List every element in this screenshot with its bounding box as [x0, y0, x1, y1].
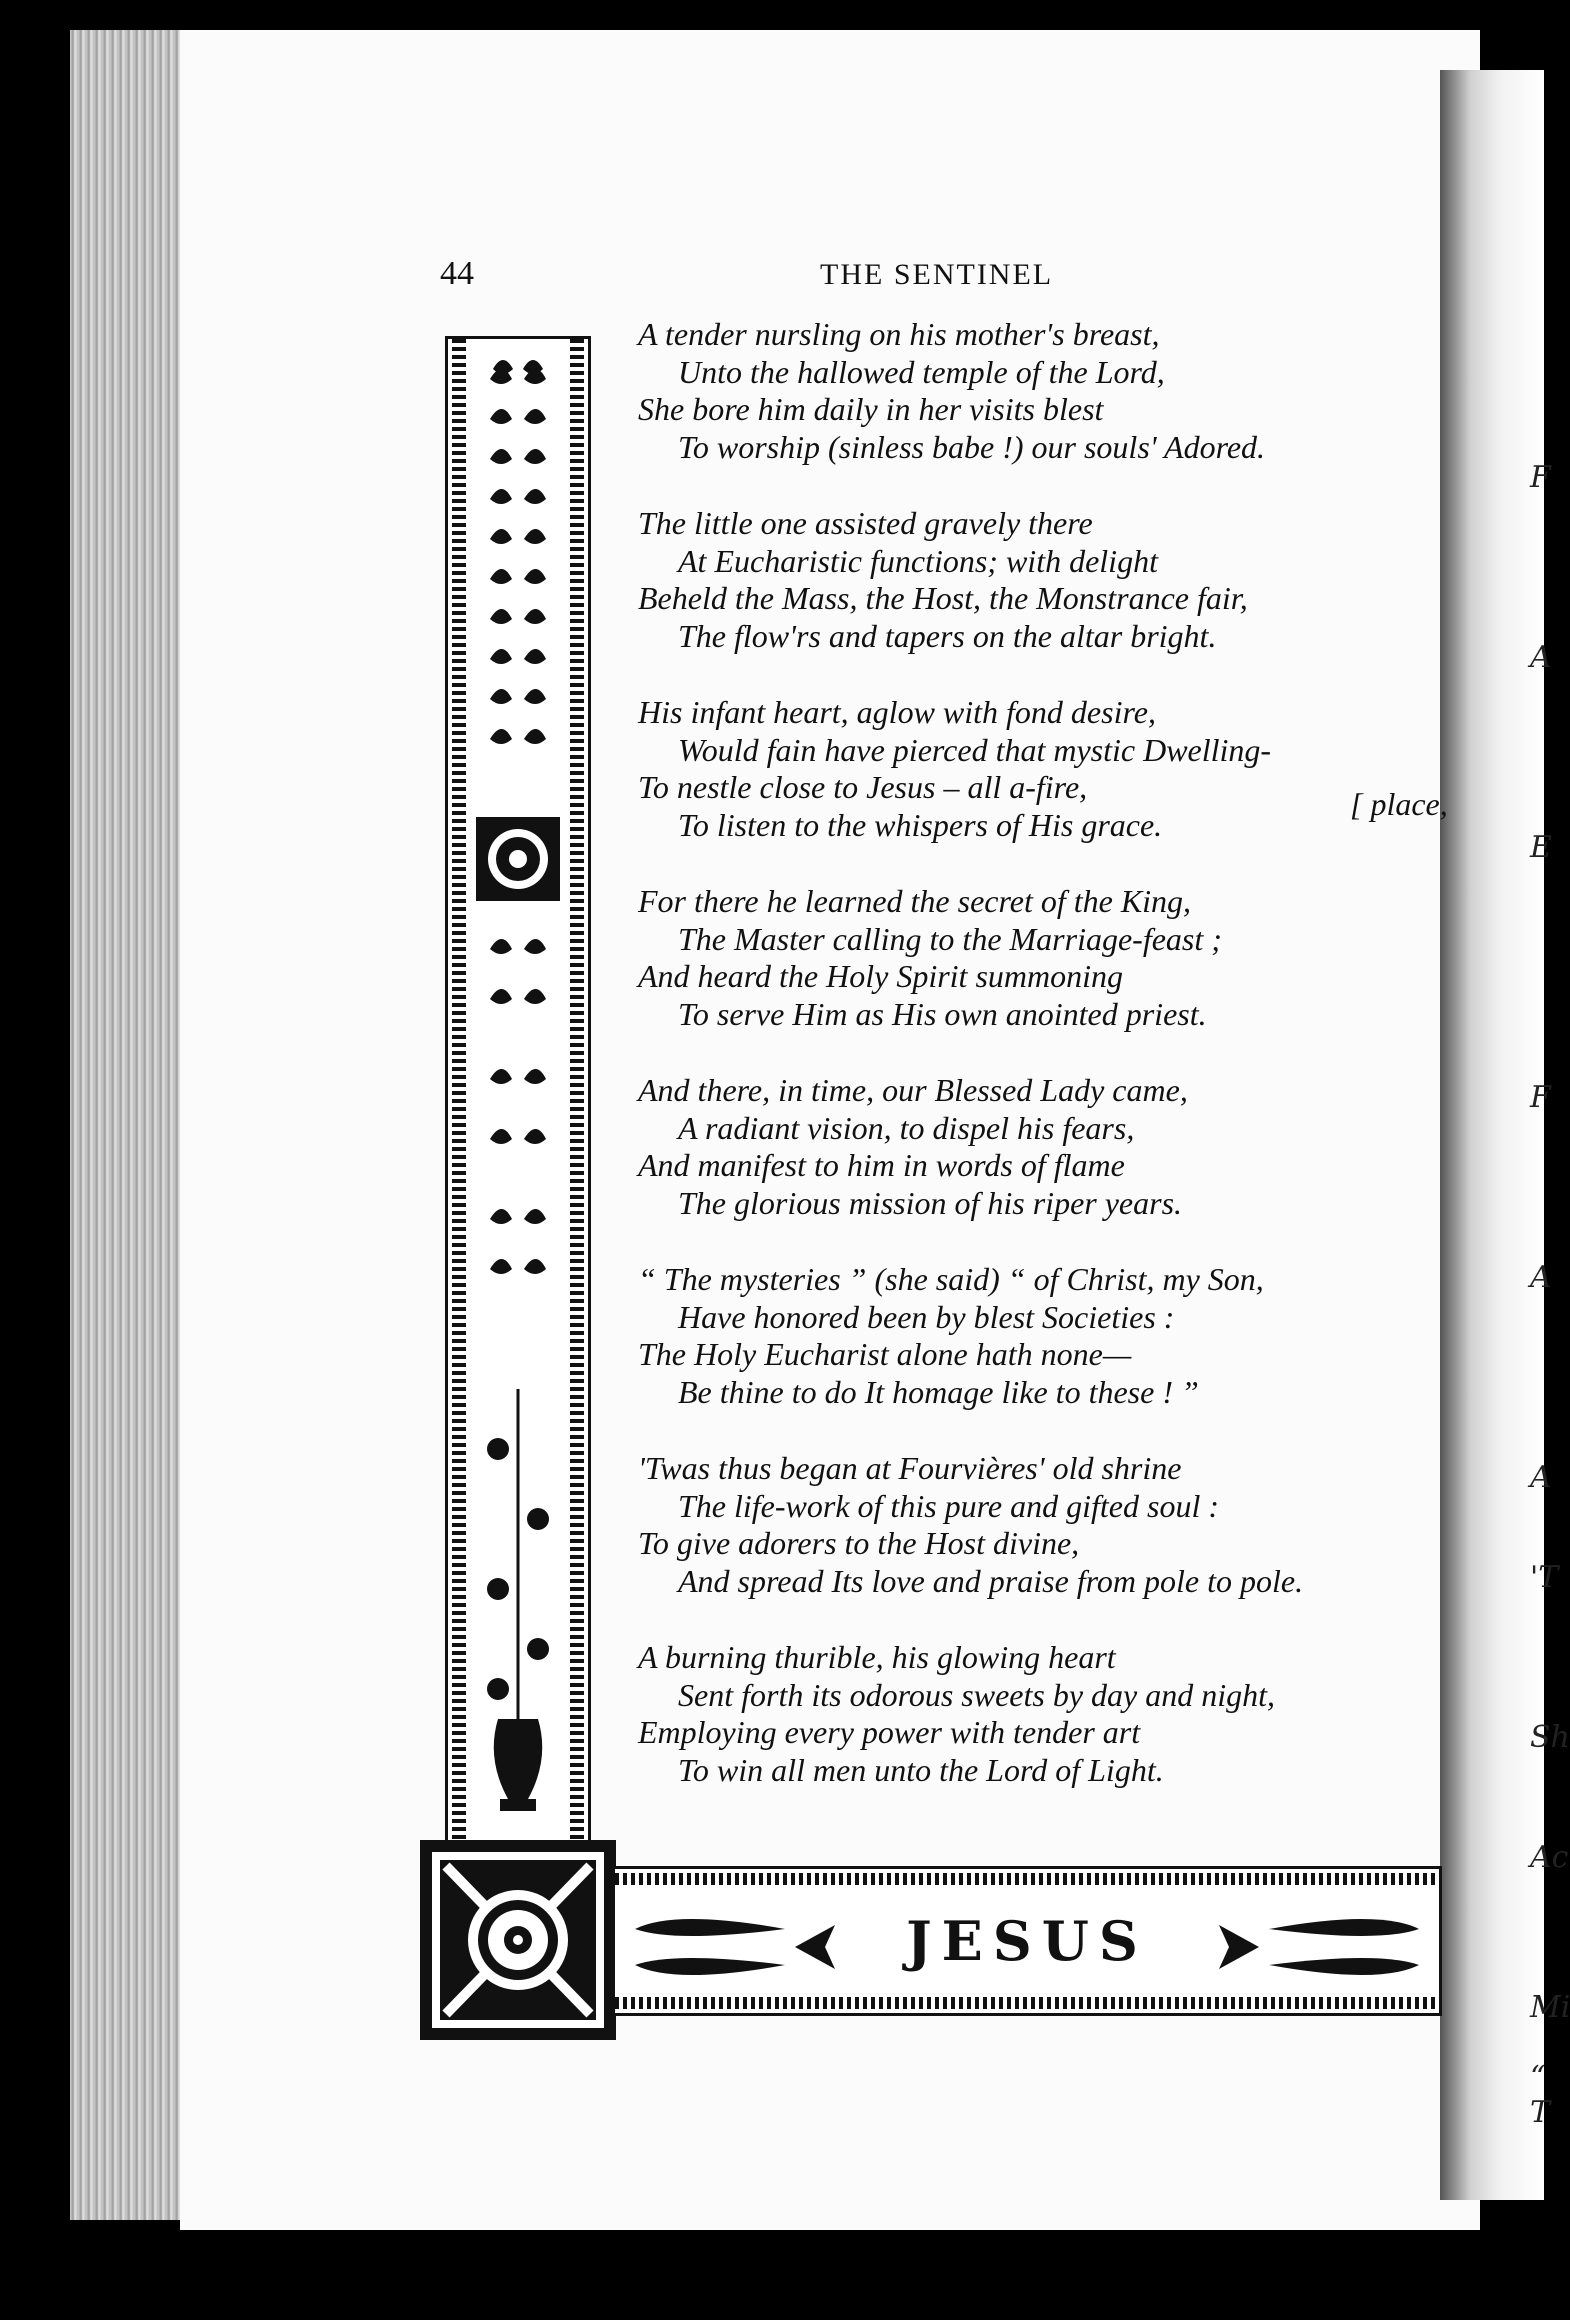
leaf-icon — [490, 939, 512, 954]
page-stack-edges — [70, 30, 190, 2220]
flower-icon — [487, 1578, 509, 1600]
poem-line: Sent forth its odorous sweets by day and night, — [678, 1676, 1276, 1713]
poem-line: And there, in time, our Blessed Lady came, — [638, 1072, 1188, 1108]
poem-line: To nestle close to Jesus – all a-fire, — [638, 769, 1088, 805]
leaf-icon — [490, 569, 512, 584]
leaf-icon — [524, 409, 546, 424]
poem-line: Unto the hallowed temple of the Lord, — [678, 353, 1165, 390]
wheel-medallion-icon — [432, 1852, 604, 2028]
flower-icon — [487, 1438, 509, 1460]
flower-icon — [487, 1678, 509, 1700]
poem-line: At Eucharistic functions; with delight — [678, 542, 1158, 579]
poem-line: Would fain have pierced that mystic Dwelling- — [678, 731, 1272, 768]
leaf-icon — [490, 1069, 512, 1084]
overflow-word: [ place, — [1350, 786, 1448, 822]
leaf-icon — [524, 529, 546, 544]
poem-line: 'Twas thus began at Fourvières' old shrine — [638, 1450, 1182, 1486]
floral-ornament-icon — [468, 339, 568, 1843]
leaf-icon — [524, 649, 546, 664]
poem-line: A radiant vision, to dispel his fears, — [678, 1109, 1135, 1146]
stanza — [638, 1072, 1438, 1222]
poem-line: To give adorers to the Host divine, — [638, 1525, 1080, 1561]
next-page-fragment: F — [1530, 460, 1551, 495]
leaf-icon — [524, 1209, 546, 1224]
leaf-icon — [490, 529, 512, 544]
next-page-fragment: A — [1530, 1460, 1552, 1495]
poem-line: A burning thurible, his glowing heart — [638, 1639, 1116, 1675]
stanza — [638, 505, 1438, 655]
next-page-fragment: 'T — [1530, 1560, 1559, 1595]
stanza — [638, 1450, 1438, 1600]
ornamental-border-column — [445, 336, 591, 1846]
leaf-icon — [490, 489, 512, 504]
leaf-icon — [524, 939, 546, 954]
poem-line: His infant heart, aglow with fond desire, — [638, 694, 1156, 730]
next-page-fragment: “ T — [1530, 2060, 1551, 2130]
leaf-icon — [524, 1129, 546, 1144]
leaf-icon — [524, 489, 546, 504]
leaf-icon — [490, 609, 512, 624]
stanza — [638, 1261, 1438, 1411]
poem-line: Have honored been by blest Societies : — [678, 1298, 1175, 1335]
stanza — [638, 1639, 1438, 1789]
poem-line: The little one assisted gravely there — [638, 505, 1093, 541]
leaf-icon — [524, 1259, 546, 1274]
next-page-edge — [1440, 70, 1570, 2200]
stanza — [638, 883, 1438, 1033]
next-page-fragment: E — [1530, 830, 1552, 865]
stanza — [638, 316, 1438, 466]
flower-icon — [527, 1508, 549, 1530]
banner-text: JESUS — [906, 1909, 1148, 1973]
poem-line: To serve Him as His own anointed priest. — [678, 995, 1207, 1032]
poem-line: And spread Its love and praise from pole to pole. — [678, 1562, 1304, 1599]
running-title: THE SENTINEL — [820, 258, 1054, 291]
leaf-icon — [524, 689, 546, 704]
leaf-icon — [490, 409, 512, 424]
jesus-banner — [612, 1866, 1442, 2016]
poem — [638, 316, 1438, 1828]
next-page-fragment: A — [1530, 1260, 1552, 1295]
poem-line: Beheld the Mass, the Host, the Monstrance fair, — [638, 580, 1248, 616]
poem-line: She bore him daily in her visits blest — [638, 391, 1104, 427]
next-page-fragment: Mi — [1530, 1990, 1570, 2025]
leaf-icon — [490, 1129, 512, 1144]
poem-line: The Holy Eucharist alone hath none— — [638, 1336, 1132, 1372]
leaf-icon — [490, 1259, 512, 1274]
poem-line: The life-work of this pure and gifted soul : — [678, 1487, 1219, 1524]
poem-line: To worship (sinless babe !) our souls' Adored. — [678, 428, 1266, 465]
poem-line: The Master calling to the Marriage-feast ; — [678, 920, 1222, 957]
next-page-fragment: F — [1530, 1080, 1551, 1115]
leaf-icon — [524, 569, 546, 584]
poem-line: To listen to the whispers of His grace. — [678, 806, 1163, 843]
poem-line: “ The mysteries ” (she said) “ of Christ, my Son, — [638, 1261, 1264, 1297]
poem-line: To win all men unto the Lord of Light. — [678, 1751, 1164, 1788]
corner-medallion — [420, 1840, 616, 2040]
poem-line: Employing every power with tender art — [638, 1714, 1141, 1750]
leaf-icon — [490, 689, 512, 704]
poem-line: A tender nursling on his mother's breast, — [638, 316, 1160, 352]
flower-icon — [527, 1638, 549, 1660]
leaf-icon — [490, 1209, 512, 1224]
poem-line: And heard the Holy Spirit summoning — [638, 958, 1123, 994]
leaf-icon — [490, 449, 512, 464]
poem-line: Be thine to do It homage like to these ! ” — [678, 1373, 1199, 1410]
next-page-fragment: Sh — [1530, 1720, 1570, 1755]
next-page-fragment: A — [1530, 640, 1552, 675]
stanza — [638, 694, 1438, 844]
leaf-icon — [524, 989, 546, 1004]
poem-line: And manifest to him in words of flame — [638, 1147, 1125, 1183]
next-page-fragment: Ac — [1530, 1840, 1569, 1875]
leaf-icon — [490, 649, 512, 664]
page-number: 44 — [440, 255, 474, 292]
leaf-icon — [524, 1069, 546, 1084]
leaf-icon — [524, 449, 546, 464]
leaf-icon — [490, 989, 512, 1004]
leaf-icon — [524, 729, 546, 744]
poem-line: The glorious mission of his riper years. — [678, 1184, 1183, 1221]
poem-line: The flow'rs and tapers on the altar bright. — [678, 617, 1217, 654]
leaf-icon — [524, 609, 546, 624]
leaf-icon — [490, 729, 512, 744]
poem-line: For there he learned the secret of the King, — [638, 883, 1192, 919]
